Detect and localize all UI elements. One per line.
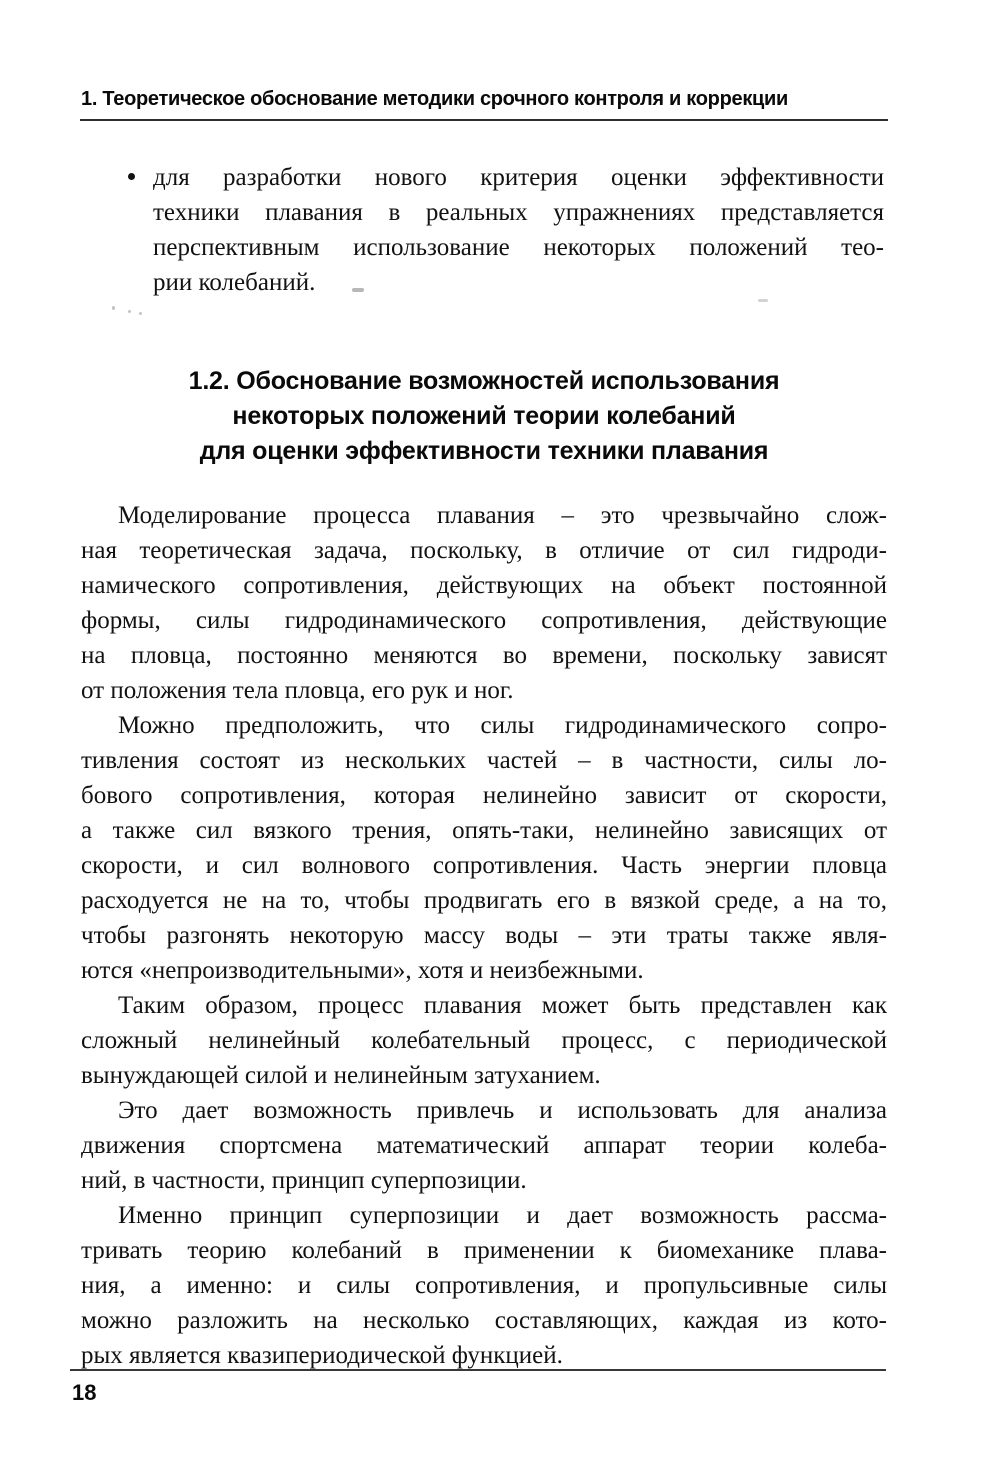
- page-number: 18: [72, 1380, 97, 1405]
- scan-speck: [139, 312, 142, 315]
- text-line: а также сил вязкого трения, опять-таки, нелинейно зависящих от: [81, 817, 887, 844]
- text-line: формы, силы гидродинамического сопротивления, действующие: [81, 607, 887, 634]
- text-line: тривать теорию колебаний в применении к биомеханике плава-: [81, 1237, 887, 1264]
- text-line: Это дает возможность привлечь и использовать для анализа: [118, 1097, 887, 1124]
- text-line: чтобы разгонять некоторую массу воды – эти траты также явля-: [81, 922, 887, 949]
- scan-speck: [112, 306, 115, 310]
- section-heading-line: для оценки эффективности техники плавания: [199, 437, 769, 465]
- text-line: ний, в частности, принцип суперпозиции.: [81, 1167, 527, 1194]
- text-line: сложный нелинейный колебательный процесс, с периодической: [81, 1027, 887, 1054]
- text-line: Именно принцип суперпозиции и дает возможность рассма-: [118, 1202, 887, 1229]
- bullet-line: для разработки нового критерия оценки эффективности: [153, 164, 884, 191]
- paragraph: [81, 498, 887, 708]
- paragraph: [81, 708, 887, 988]
- footer-rule: [70, 1369, 886, 1371]
- text-line: вынуждающей силой и нелинейным затуханием.: [81, 1062, 601, 1089]
- paragraph: [81, 1093, 887, 1198]
- text-line: ная теоретическая задача, поскольку, в отличие от сил гидроди-: [81, 537, 887, 564]
- text-line: Можно предположить, что силы гидродинамического сопро-: [118, 712, 887, 739]
- bullet-icon: [128, 173, 135, 180]
- text-line: бового сопротивления, которая нелинейно зависит от скорости,: [81, 782, 887, 809]
- text-line: Таким образом, процесс плавания может быть представлен как: [118, 992, 887, 1019]
- bullet-line: техники плавания в реальных упражнениях представляется: [153, 199, 884, 226]
- text-line: скорости, и сил волнового сопротивления. Часть энергии пловца: [81, 852, 887, 879]
- text-line: можно разложить на несколько составляющих, каждая из кото-: [81, 1307, 887, 1334]
- bullet-line: рии колебаний.: [153, 269, 316, 296]
- section-heading: [80, 364, 888, 469]
- running-head: 1. Теоретическое обоснование методики срочного контроля и коррекции: [81, 88, 789, 110]
- text-line: ются «непроизводительными», хотя и неизбежными.: [81, 957, 644, 984]
- text-line: Моделирование процесса плавания – это чрезвычайно слож-: [118, 502, 887, 529]
- text-line: на пловца, постоянно меняются во времени, поскольку зависят: [81, 642, 887, 669]
- text-line: от положения тела пловца, его рук и ног.: [81, 677, 514, 704]
- section-heading-line: 1.2. Обоснование возможностей использования: [188, 367, 780, 395]
- section-heading-line: некоторых положений теории колебаний: [232, 402, 736, 430]
- text-line: ния, а именно: и силы сопротивления, и пропульсивные силы: [81, 1272, 887, 1299]
- text-line: движения спортсмена математический аппарат теории колеба-: [81, 1132, 887, 1159]
- header-rule: [80, 119, 888, 121]
- paragraph: [81, 1198, 887, 1373]
- scan-speck: [128, 310, 131, 313]
- text-line: расходуется не на то, чтобы продвигать его в вязкой среде, а на то,: [81, 887, 887, 914]
- paragraph: [81, 988, 887, 1093]
- text-line: рых является квазипериодической функцией.: [81, 1342, 563, 1369]
- body-text: [81, 498, 887, 1373]
- bullet-item: [127, 160, 884, 300]
- bullet-line: перспективным использование некоторых положений тео-: [153, 234, 884, 261]
- text-line: намического сопротивления, действующих на объект постоянной: [81, 572, 887, 599]
- text-line: тивления состоят из нескольких частей – в частности, силы ло-: [81, 747, 887, 774]
